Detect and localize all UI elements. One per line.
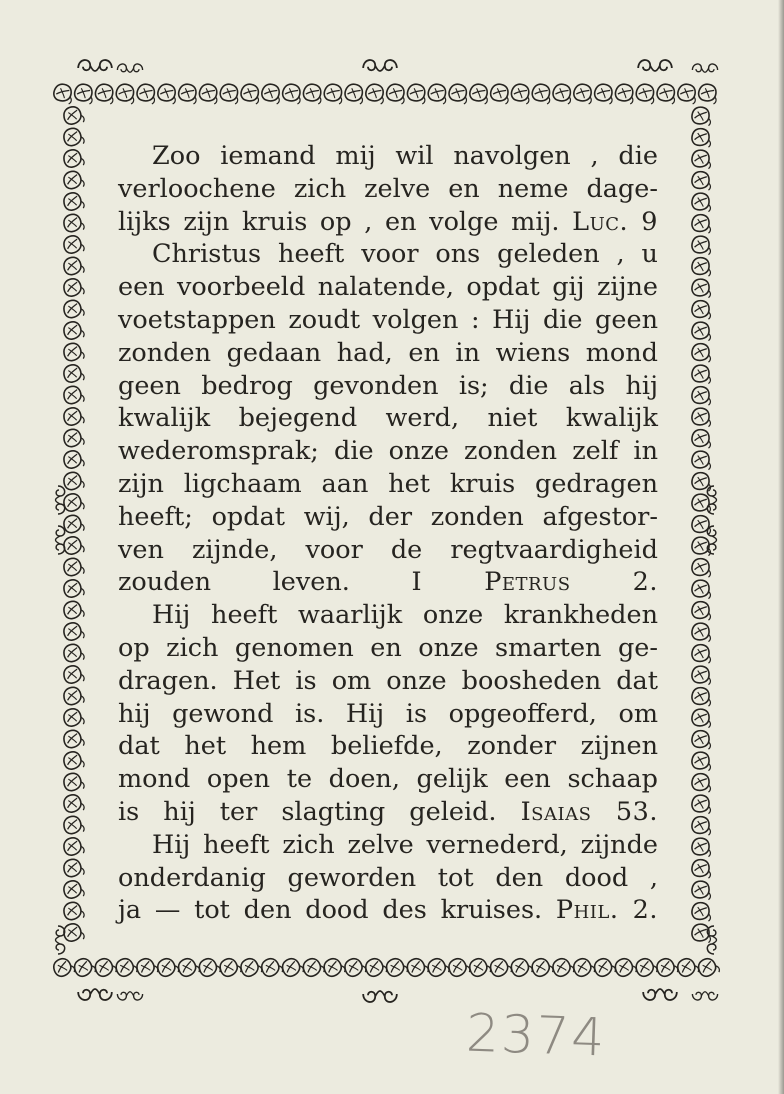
leaf-ornament bbox=[301, 956, 325, 979]
leaf-ornament bbox=[63, 901, 85, 921]
verse-line bbox=[118, 566, 658, 599]
leaf-ornament bbox=[572, 82, 596, 105]
leaf-ornament bbox=[697, 82, 721, 105]
leaf-ornament bbox=[63, 686, 85, 706]
leaf-ornament bbox=[468, 82, 492, 105]
leaf-ornament bbox=[696, 956, 720, 979]
leaf-ornament bbox=[691, 256, 713, 276]
leaf-ornament bbox=[691, 643, 713, 663]
leaf-ornament bbox=[63, 600, 85, 620]
leaf-ornament bbox=[655, 956, 679, 979]
leaf-ornament bbox=[447, 82, 471, 105]
leaf-ornament bbox=[509, 956, 533, 979]
leaf-ornament bbox=[675, 956, 699, 979]
verse-line: een voorbeeld nalatende, opdat gij zijne bbox=[118, 272, 658, 303]
leaf-ornament bbox=[655, 82, 679, 105]
leaf-ornament bbox=[63, 922, 85, 942]
leaf-ornament bbox=[63, 299, 85, 319]
leaf-ornament bbox=[114, 82, 138, 105]
leaf-ornament bbox=[72, 956, 96, 979]
leaf-ornament bbox=[239, 82, 263, 105]
leaf-ornament bbox=[63, 557, 85, 577]
verse-line-text: is hij ter slagting geleid. bbox=[118, 796, 497, 827]
leaf-ornament bbox=[691, 385, 713, 405]
leaf-ornament bbox=[691, 407, 713, 427]
verse-line: heeft; opdat wij, der zonden afgestor- bbox=[118, 501, 658, 532]
leaf-ornament bbox=[634, 956, 658, 979]
leaf-ornament bbox=[385, 82, 409, 105]
leaf-ornament bbox=[63, 750, 85, 770]
leaf-ornament bbox=[691, 837, 713, 857]
leaf-ornament bbox=[63, 815, 85, 835]
verse-line: Zoo iemand mij wil navolgen , die bbox=[152, 141, 658, 171]
verse-line-text: zouden leven. bbox=[118, 567, 350, 598]
scripture-reference: Phil. 2. bbox=[555, 895, 658, 926]
scroll-flourish bbox=[363, 60, 397, 71]
leaf-ornament bbox=[63, 428, 85, 448]
verse-line: voetstappen zoudt volgen : Hij die geen bbox=[118, 304, 658, 335]
leaf-ornament bbox=[634, 82, 658, 105]
scripture-reference: Isaias 53. bbox=[520, 796, 658, 827]
leaf-ornament bbox=[155, 956, 179, 979]
leaf-ornament bbox=[691, 149, 713, 169]
leaf-ornament bbox=[613, 82, 637, 105]
leaf-ornament bbox=[343, 82, 367, 105]
leaf-ornament bbox=[322, 82, 346, 105]
leaf-ornament bbox=[691, 923, 713, 943]
leaf-ornament bbox=[63, 621, 85, 641]
scripture-text bbox=[118, 140, 658, 927]
leaf-ornament bbox=[405, 956, 429, 979]
leaf-ornament bbox=[691, 278, 713, 298]
leaf-ornament bbox=[691, 815, 713, 835]
leaf-ornament bbox=[260, 82, 284, 105]
leaf-ornament bbox=[93, 956, 117, 979]
leaf-ornament bbox=[691, 471, 713, 491]
leaf-ornament bbox=[530, 956, 554, 979]
leaf-ornament bbox=[63, 858, 85, 878]
leaf-ornament bbox=[691, 579, 713, 599]
leaf-ornament bbox=[63, 363, 85, 383]
scroll-flourish bbox=[692, 64, 717, 72]
leaf-ornament bbox=[405, 82, 429, 105]
leaf-ornament bbox=[691, 794, 713, 814]
leaf-ornament bbox=[63, 213, 85, 233]
leaf-ornament bbox=[63, 406, 85, 426]
verse-line: dat het hem beliefde, zonder zijnen bbox=[118, 731, 658, 762]
leaf-ornament bbox=[426, 82, 450, 105]
leaf-ornament bbox=[197, 82, 221, 105]
scripture-reference: Luc. 9 bbox=[572, 206, 659, 237]
leaf-ornament bbox=[691, 729, 713, 749]
leaf-ornament bbox=[691, 880, 713, 900]
leaf-ornament bbox=[176, 956, 200, 979]
leaf-ornament bbox=[488, 956, 512, 979]
leaf-ornament bbox=[691, 235, 713, 255]
leaf-ornament bbox=[63, 578, 85, 598]
leaf-ornament bbox=[426, 956, 450, 979]
scripture-reference: I Petrus 2. bbox=[411, 567, 658, 598]
leaf-ornament bbox=[218, 956, 242, 979]
scroll-flourish bbox=[78, 989, 112, 1000]
verse-line: ven zijnde, voor de regtvaardigheid bbox=[118, 534, 658, 565]
leaf-ornament bbox=[63, 664, 85, 684]
leaf-ornament bbox=[63, 729, 85, 749]
leaf-ornament bbox=[593, 82, 617, 105]
leaf-ornament bbox=[301, 82, 325, 105]
leaf-ornament bbox=[114, 956, 138, 979]
leaf-ornament bbox=[63, 535, 85, 555]
verse-line: dragen. Het is om onze boosheden dat bbox=[118, 665, 658, 696]
leaf-ornament bbox=[63, 707, 85, 727]
leaf-ornament bbox=[63, 643, 85, 663]
leaf-ornament bbox=[51, 956, 75, 979]
leaf-ornament bbox=[73, 82, 97, 105]
leaf-ornament bbox=[467, 956, 491, 979]
leaf-ornament bbox=[691, 106, 713, 126]
leaf-ornament bbox=[63, 191, 85, 211]
leaf-ornament bbox=[530, 82, 554, 105]
verse-line bbox=[118, 796, 658, 829]
leaf-ornament bbox=[489, 82, 513, 105]
verse-paragraph bbox=[118, 140, 658, 238]
leaf-ornament bbox=[63, 471, 85, 491]
leaf-ornament bbox=[691, 299, 713, 319]
leaf-ornament bbox=[63, 793, 85, 813]
verse-line bbox=[118, 206, 658, 239]
scroll-flourish bbox=[56, 926, 65, 954]
leaf-ornament bbox=[218, 82, 242, 105]
leaf-ornament bbox=[691, 127, 713, 147]
scroll-flourish bbox=[638, 60, 672, 71]
leaf-ornament bbox=[135, 956, 159, 979]
leaf-ornament bbox=[691, 772, 713, 792]
leaf-ornament bbox=[343, 956, 367, 979]
leaf-ornament bbox=[364, 82, 388, 105]
leaf-ornament bbox=[691, 665, 713, 685]
leaf-ornament bbox=[197, 956, 221, 979]
leaf-ornament bbox=[63, 492, 85, 512]
leaf-ornament bbox=[239, 956, 263, 979]
leaf-ornament bbox=[509, 82, 533, 105]
verse-paragraph bbox=[118, 829, 658, 927]
leaf-ornament bbox=[63, 127, 85, 147]
leaf-ornament bbox=[63, 449, 85, 469]
verse-line: Christus heeft voor ons geleden , u bbox=[152, 239, 658, 270]
leaf-ornament bbox=[551, 82, 575, 105]
leaf-ornament bbox=[691, 213, 713, 233]
leaf-ornament bbox=[691, 321, 713, 341]
verse-paragraph bbox=[118, 599, 658, 829]
leaf-ornament bbox=[691, 192, 713, 212]
scroll-flourish bbox=[117, 992, 142, 1000]
scroll-flourish bbox=[363, 991, 397, 1002]
leaf-ornament bbox=[63, 105, 85, 125]
leaf-ornament bbox=[63, 879, 85, 899]
leaf-ornament bbox=[691, 901, 713, 921]
leaf-ornament bbox=[691, 428, 713, 448]
leaf-ornament bbox=[691, 622, 713, 642]
handwritten-number: 2374 bbox=[464, 1003, 608, 1069]
leaf-ornament bbox=[691, 450, 713, 470]
leaf-ornament bbox=[322, 956, 346, 979]
leaf-ornament bbox=[691, 514, 713, 534]
leaf-ornament bbox=[280, 956, 304, 979]
leaf-ornament bbox=[259, 956, 283, 979]
leaf-ornament bbox=[691, 600, 713, 620]
verse-line: kwalijk bejegend werd, niet kwalijk bbox=[118, 403, 658, 434]
leaf-ornament bbox=[63, 234, 85, 254]
leaf-ornament bbox=[177, 82, 201, 105]
verse-line: onderdanig geworden tot den dood , bbox=[118, 862, 658, 893]
verse-line: geen bedrog gevonden is; die als hij bbox=[118, 370, 658, 401]
leaf-ornament bbox=[447, 956, 471, 979]
leaf-ornament bbox=[63, 836, 85, 856]
leaf-ornament bbox=[691, 170, 713, 190]
leaf-ornament bbox=[93, 82, 117, 105]
verse-line: mond open te doen, gelijk een schaap bbox=[118, 764, 658, 795]
verse-line: hij gewond is. Hij is opgeofferd, om bbox=[118, 698, 658, 729]
leaf-ornament bbox=[135, 82, 159, 105]
scroll-flourish bbox=[117, 64, 142, 72]
leaf-ornament bbox=[63, 385, 85, 405]
leaf-ornament bbox=[281, 82, 305, 105]
leaf-ornament bbox=[691, 708, 713, 728]
verse-line: wederomsprak; die onze zonden zelf in bbox=[118, 436, 658, 467]
verse-line: verloochene zich zelve en neme dage- bbox=[118, 173, 658, 204]
scroll-flourish bbox=[56, 526, 65, 554]
verse-line: zonden gedaan had, en in wiens mond bbox=[118, 337, 658, 368]
verse-line-text: ja — tot den dood des kruises. bbox=[118, 895, 543, 926]
leaf-ornament bbox=[571, 956, 595, 979]
leaf-ornament bbox=[691, 342, 713, 362]
scroll-flourish bbox=[78, 60, 112, 71]
leaf-ornament bbox=[63, 320, 85, 340]
leaf-ornament bbox=[691, 557, 713, 577]
verse-line: op zich genomen en onze smarten ge- bbox=[118, 632, 658, 663]
leaf-ornament bbox=[63, 170, 85, 190]
scroll-flourish bbox=[56, 486, 65, 514]
verse-paragraph bbox=[118, 238, 658, 599]
verse-line: zijn ligchaam aan het kruis gedragen bbox=[118, 468, 658, 499]
leaf-ornament bbox=[676, 82, 700, 105]
leaf-ornament bbox=[363, 956, 387, 979]
leaf-ornament bbox=[63, 514, 85, 534]
verse-line bbox=[118, 894, 658, 927]
leaf-ornament bbox=[691, 858, 713, 878]
leaf-ornament bbox=[63, 277, 85, 297]
verse-line: Hij heeft zich zelve vernederd, zijnde bbox=[152, 829, 658, 860]
leaf-ornament bbox=[691, 686, 713, 706]
leaf-ornament bbox=[156, 82, 180, 105]
verse-line: Hij heeft waarlijk onze krankheden bbox=[152, 600, 658, 631]
leaf-ornament bbox=[691, 364, 713, 384]
leaf-ornament bbox=[384, 956, 408, 979]
leaf-ornament bbox=[63, 148, 85, 168]
leaf-ornament bbox=[63, 772, 85, 792]
verse-line-text: lijks zijn kruis op , en volge mij. bbox=[118, 206, 560, 237]
leaf-ornament bbox=[52, 82, 76, 105]
leaf-ornament bbox=[691, 751, 713, 771]
leaf-ornament bbox=[592, 956, 616, 979]
scroll-flourish bbox=[692, 992, 717, 1000]
scroll-flourish bbox=[643, 989, 677, 1000]
leaf-ornament bbox=[63, 256, 85, 276]
leaf-ornament bbox=[63, 342, 85, 362]
leaf-ornament bbox=[613, 956, 637, 979]
leaf-ornament bbox=[551, 956, 575, 979]
